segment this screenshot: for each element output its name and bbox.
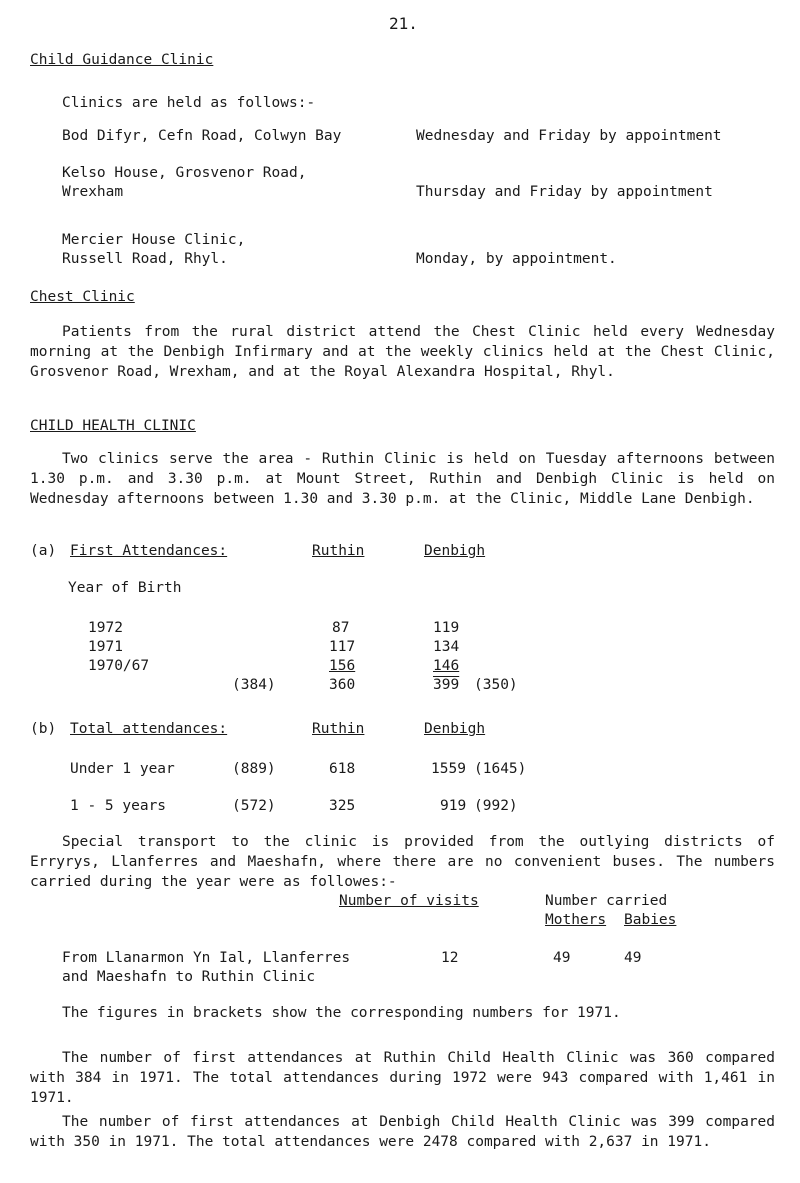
mothers-value: 49 — [553, 950, 571, 966]
denbigh-total: 399 — [433, 677, 460, 693]
babies-value: 49 — [624, 950, 642, 966]
denbigh-value: 919 — [440, 798, 467, 814]
clinic-location-town: Russell Road, Rhyl. — [62, 251, 228, 267]
denbigh-value: 146 — [433, 658, 460, 674]
child-guidance-heading: Child Guidance Clinic — [30, 52, 214, 68]
age-group: Under 1 year — [70, 761, 175, 777]
col-header-visits: Number of visits — [339, 893, 479, 909]
clinic-location: Kelso House, Grosvenor Road, — [62, 165, 307, 181]
section-label-b: (b) — [30, 721, 57, 737]
section-label-a: (a) — [30, 543, 57, 559]
col-header-denbigh: Denbigh — [424, 721, 486, 737]
clinic-location: Bod Difyr, Cefn Road, Colwyn Bay — [62, 128, 342, 144]
col-header-ruthin: Ruthin — [312, 721, 365, 737]
clinic-schedule: Thursday and Friday by appointment — [416, 184, 713, 200]
col-header-ruthin: Ruthin — [312, 543, 365, 559]
age-group: 1 - 5 years — [70, 798, 167, 814]
denbigh-1971: (992) — [474, 798, 518, 814]
ruthin-summary: The number of first attendances at Ruthin Child Health Clinic was 360 compared with 384 in 1971. The total attendances during 1972 were 943 compared with 1,461 in 1971. — [30, 1050, 775, 1106]
clinic-schedule: Wednesday and Friday by appointment — [416, 128, 722, 144]
year-of-birth-label: Year of Birth — [68, 580, 182, 596]
transport-route: From Llanarmon Yn Ial, Llanferres — [62, 950, 351, 966]
chest-clinic-heading: Chest Clinic — [30, 289, 135, 305]
child-health-heading: CHILD HEALTH CLINIC — [30, 418, 196, 434]
first-attendances-title: First Attendances: — [70, 543, 228, 559]
clinics-intro: Clinics are held as follows:- — [62, 95, 316, 111]
ruthin-total-1971: (384) — [232, 677, 276, 693]
col-header-denbigh: Denbigh — [424, 543, 486, 559]
denbigh-value: 119 — [433, 620, 460, 636]
ruthin-value: 87 — [332, 620, 350, 636]
ruthin-1971: (572) — [232, 798, 276, 814]
clinic-schedule: Monday, by appointment. — [416, 251, 617, 267]
col-header-babies: Babies — [624, 912, 677, 928]
clinic-location-town: Wrexham — [62, 184, 124, 200]
denbigh-summary: The number of first attendances at Denbigh Child Health Clinic was 399 compared with 350 in 1971. The total attendances were 2478 compared with 2,637 in 1971. — [30, 1114, 775, 1150]
denbigh-value: 134 — [433, 639, 460, 655]
denbigh-1971: (1645) — [474, 761, 527, 777]
col-header-carried: Number carried — [545, 893, 668, 909]
brackets-note: The figures in brackets show the corresponding numbers for 1971. — [62, 1005, 621, 1021]
birth-year: 1972 — [88, 620, 123, 636]
clinic-location: Mercier House Clinic, — [62, 232, 246, 248]
child-health-paragraph: Two clinics serve the area - Ruthin Clinic is held on Tuesday afternoons between 1.30 p.m. and 3.30 p.m. at Mount Street, Ruthin and Denbigh Clinic is held on Wednesday afternoons between 1.30 and 3.30 p.m. at the Clinic, Middle Lane Denbigh. — [30, 451, 775, 507]
ruthin-value: 325 — [329, 798, 356, 814]
birth-year: 1971 — [88, 639, 123, 655]
chest-clinic-paragraph: Patients from the rural district attend the Chest Clinic held every Wednesday morning at the Denbigh Infirmary and at the weekly clinics held at the Chest Clinic, Grosvenor Road, Wrexham, and at the Royal Alexandra Hospital, Rhyl. — [30, 324, 775, 380]
total-attendances-title: Total attendances: — [70, 721, 228, 737]
ruthin-value: 117 — [329, 639, 356, 655]
birth-year: 1970/67 — [88, 658, 150, 674]
denbigh-total-1971: (350) — [474, 677, 518, 693]
col-header-mothers: Mothers — [545, 912, 607, 928]
ruthin-value: 156 — [329, 658, 356, 674]
ruthin-total: 360 — [329, 677, 356, 693]
denbigh-value: 1559 — [431, 761, 466, 777]
visits-value: 12 — [441, 950, 459, 966]
transport-route-destination: and Maeshafn to Ruthin Clinic — [62, 969, 316, 985]
page-number: 21. — [389, 14, 418, 33]
ruthin-1971: (889) — [232, 761, 276, 777]
transport-paragraph: Special transport to the clinic is provided from the outlying districts of Erryrys, Llanferres and Maeshafn, where there are no convenient buses. The numbers carried during the year were as followes:- — [30, 834, 775, 890]
ruthin-value: 618 — [329, 761, 356, 777]
